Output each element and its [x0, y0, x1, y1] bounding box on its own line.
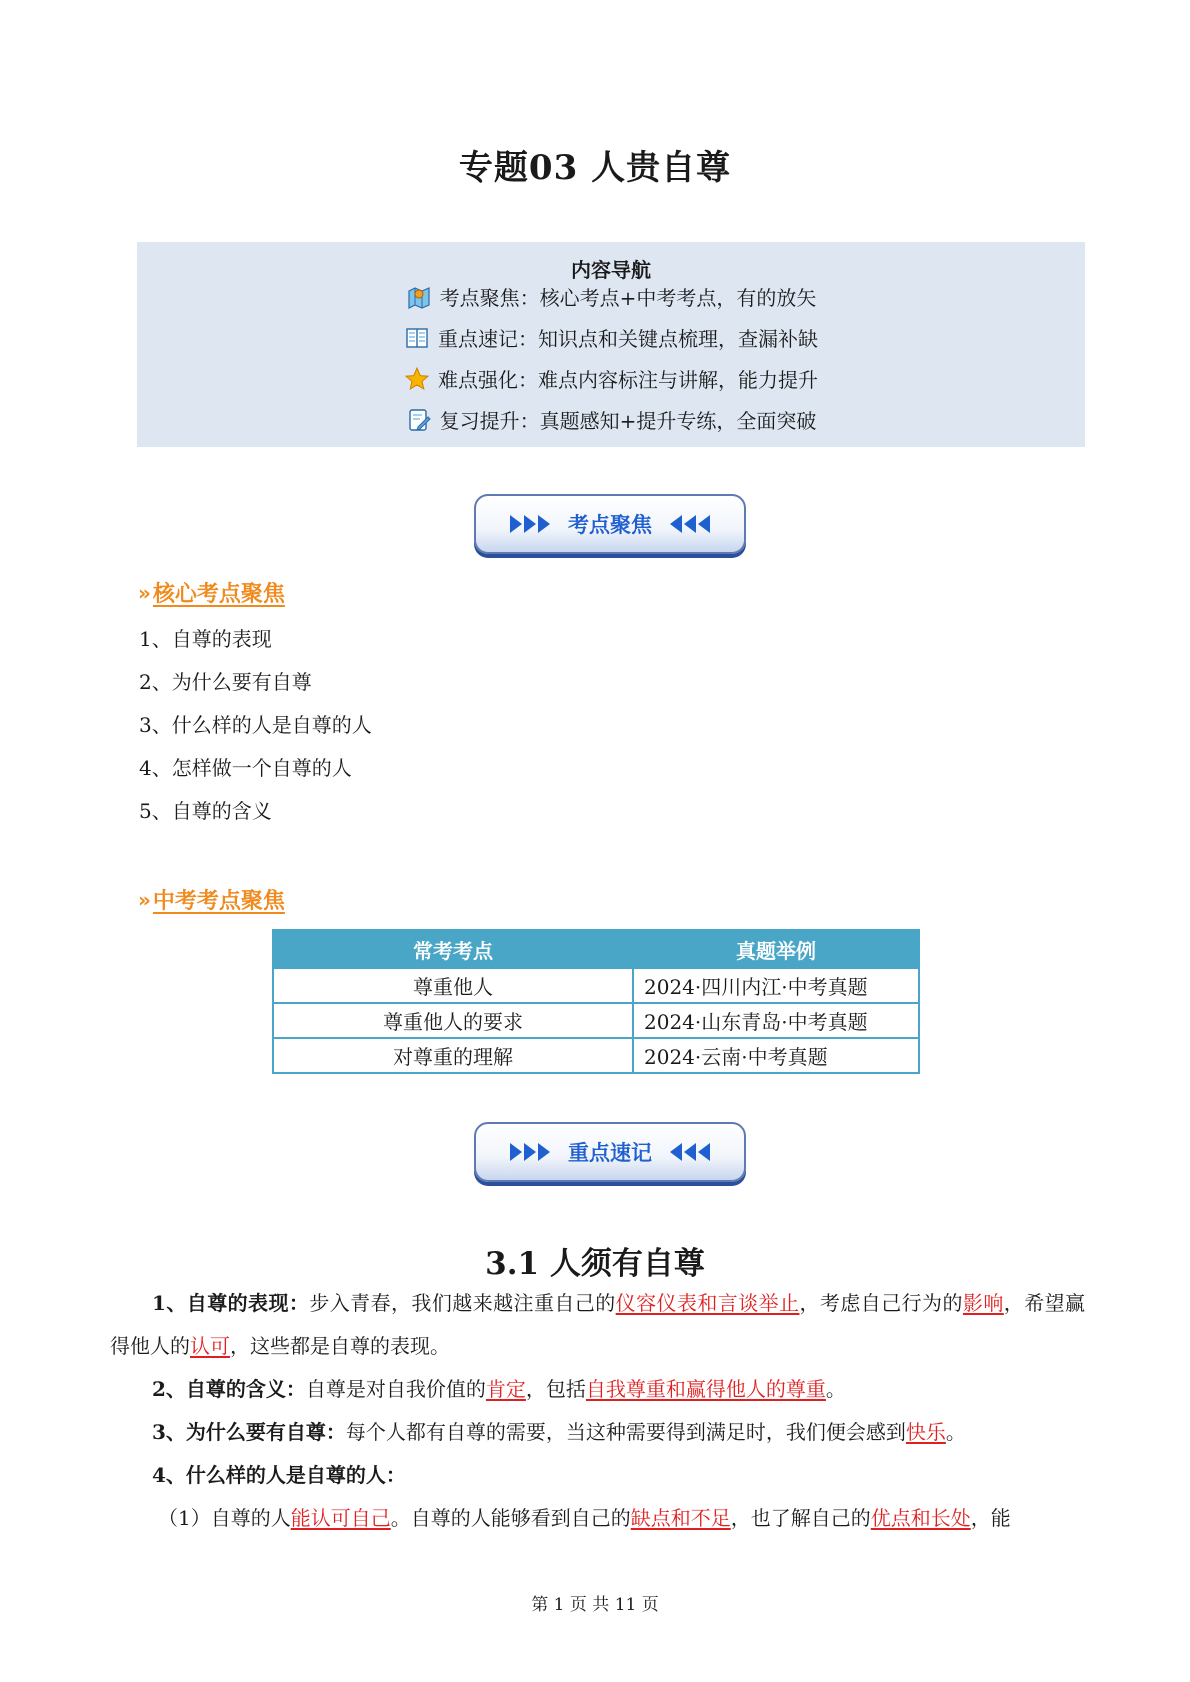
- arrow-right-icon: [510, 515, 550, 533]
- point-label: 3、为什么要有自尊：: [152, 1420, 346, 1444]
- map-icon: [406, 284, 432, 310]
- double-chevron-icon: »: [138, 580, 151, 605]
- section-banner-label: 考点聚焦: [568, 513, 652, 537]
- arrow-right-icon: [510, 1143, 550, 1161]
- arrow-left-icon: [670, 515, 710, 533]
- nav-heading: 内容导航: [571, 258, 651, 282]
- content-navigation-box: [137, 242, 1085, 447]
- table-cell: 2024·四川内江·中考真题: [633, 968, 919, 1003]
- nav-item-text: 复习提升：真题感知+提升专练，全面突破: [439, 409, 817, 433]
- core-list-item: 4、怎样做一个自尊的人: [139, 756, 352, 780]
- section-banner-focus: [474, 494, 746, 554]
- core-list-item: 2、为什么要有自尊: [139, 670, 312, 694]
- core-list-item: 3、什么样的人是自尊的人: [139, 713, 372, 737]
- point-4-1-paragraph: [112, 1497, 1097, 1540]
- point-label: 2、自尊的含义：: [152, 1377, 306, 1401]
- point-1-paragraph: [110, 1282, 1085, 1368]
- column-header: 常考考点: [273, 930, 633, 968]
- text-run: 步入青春，我们越来越注重自己的: [309, 1291, 616, 1315]
- key-phrase: 优点和长处: [870, 1506, 971, 1530]
- key-phrase: 认可: [190, 1334, 230, 1358]
- key-phrase: 仪容仪表和言谈举止: [615, 1291, 800, 1315]
- text-run: ，希望赢得他人的: [110, 1291, 1086, 1358]
- point-3-paragraph: [110, 1411, 1085, 1454]
- point-label: 1、自尊的表现：: [152, 1291, 310, 1315]
- text-run: ，考虑自己行为的: [799, 1291, 963, 1315]
- text-run: ，包括: [525, 1377, 586, 1401]
- key-phrase: 自我尊重和赢得他人的尊重: [585, 1377, 826, 1401]
- key-phrase: 影响: [962, 1291, 1004, 1315]
- key-phrase: 肯定: [485, 1377, 526, 1401]
- nav-item-difficulty: [137, 364, 1085, 393]
- nav-item-memo: [137, 323, 1085, 352]
- section-banner-memo: [474, 1122, 746, 1182]
- table-cell: 尊重他人: [273, 968, 633, 1003]
- core-focus-heading: » 核心考点聚焦: [138, 580, 285, 607]
- nav-item-text: 重点速记：知识点和关键点梳理，查漏补缺: [438, 327, 818, 351]
- table-cell: 2024·云南·中考真题: [633, 1038, 919, 1073]
- edit-icon: [406, 407, 432, 433]
- table-row: [273, 1038, 919, 1073]
- arrow-left-icon: [670, 1143, 710, 1161]
- point-label: 4、什么样的人是自尊的人：: [152, 1463, 406, 1487]
- text-run: （1）自尊的人: [158, 1506, 291, 1530]
- table-row: [273, 1003, 919, 1038]
- exam-focus-heading: » 中考考点聚焦: [138, 887, 285, 914]
- core-list-item: 5、自尊的含义: [139, 799, 272, 823]
- table-cell: 对尊重的理解: [273, 1038, 633, 1073]
- star-icon: [404, 366, 430, 392]
- text-run: ，能: [970, 1506, 1011, 1530]
- text-run: 每个人都有自尊的需要，当这种需要得到满足时，我们便会感到: [345, 1420, 906, 1444]
- section-banner-label: 重点速记: [568, 1141, 652, 1165]
- table-row: [273, 968, 919, 1003]
- key-phrase: 缺点和不足: [630, 1506, 731, 1530]
- nav-item-review: [137, 405, 1085, 434]
- nav-item-focus: [137, 282, 1085, 311]
- key-phrase: 快乐: [905, 1420, 946, 1444]
- core-list-item: 1、自尊的表现: [139, 627, 272, 651]
- text-run: ，这些都是自尊的表现。: [230, 1334, 450, 1358]
- nav-item-text: 难点强化：难点内容标注与讲解，能力提升: [438, 368, 818, 392]
- table-cell: 尊重他人的要求: [273, 1003, 633, 1038]
- text-run: 自尊是对自我价值的: [305, 1377, 486, 1401]
- text-run: 。自尊的人能够看到自己的: [390, 1506, 631, 1530]
- table-header-row: [273, 930, 919, 968]
- column-header: 真题举例: [633, 930, 919, 968]
- text-run: 。: [945, 1420, 966, 1444]
- table-cell: 2024·山东青岛·中考真题: [633, 1003, 919, 1038]
- book-icon: [404, 325, 430, 351]
- nav-item-text: 考点聚焦：核心考点+中考考点，有的放矢: [439, 286, 817, 310]
- page-footer: 第 1 页 共 11 页: [531, 1595, 659, 1615]
- section-title: 3.1 人须有自尊: [485, 1246, 705, 1282]
- point-4-paragraph: [110, 1454, 1085, 1497]
- page-title: 专题03 人贵自尊: [458, 148, 732, 188]
- point-2-paragraph: [110, 1368, 1085, 1411]
- double-chevron-icon: »: [138, 887, 151, 912]
- exam-points-table: [272, 929, 920, 1074]
- text-run: 。: [825, 1377, 846, 1401]
- key-phrase: 能认可自己: [290, 1506, 391, 1530]
- text-run: ，也了解自己的: [730, 1506, 871, 1530]
